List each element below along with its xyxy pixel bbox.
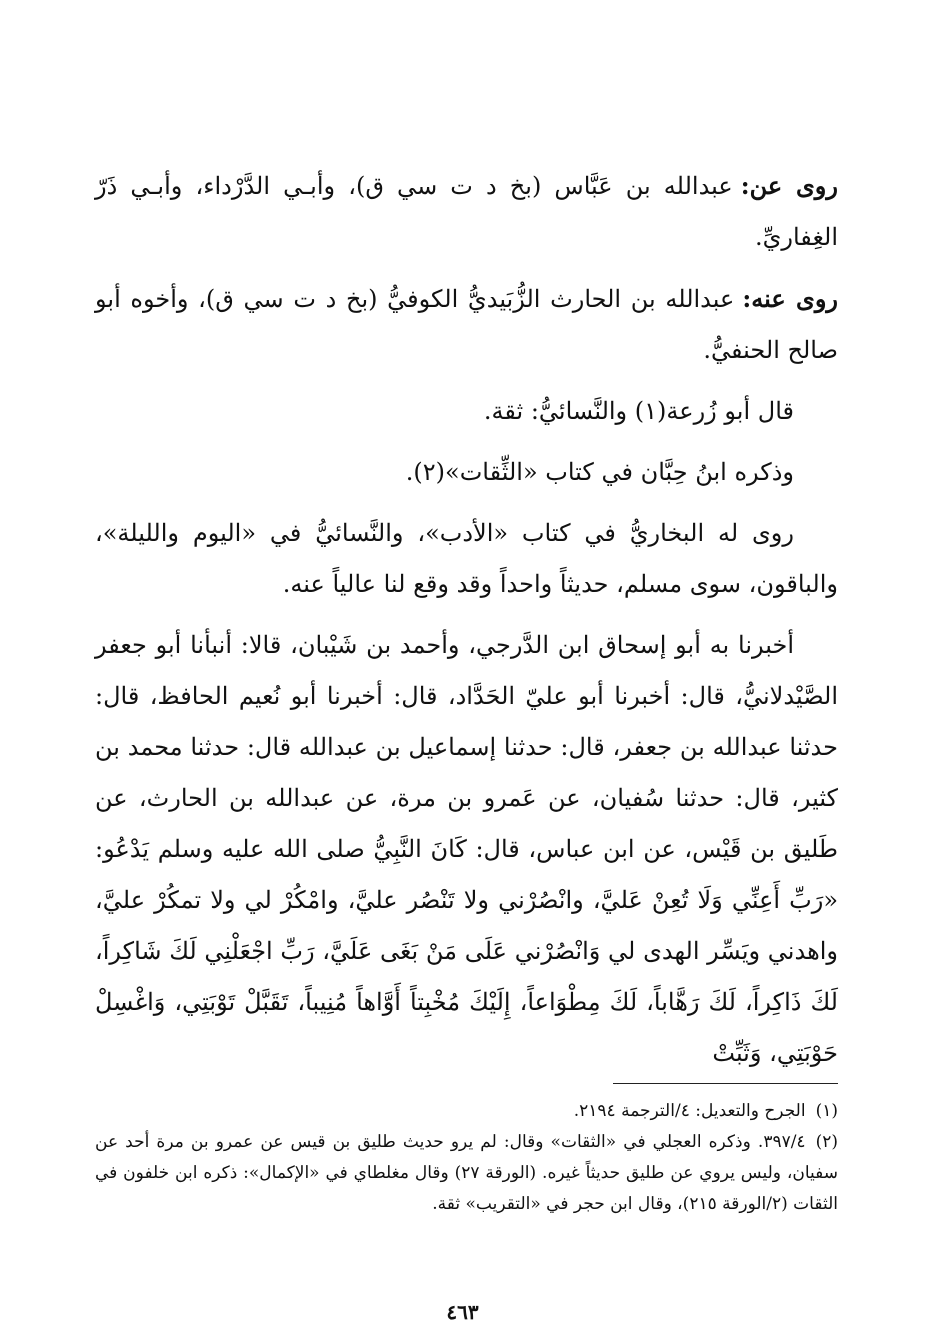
paragraph-narrators <box>95 508 838 610</box>
footnote-number: (٢) <box>815 1132 838 1152</box>
paragraph-text: عبدالله بن الحارث الزُّبَيديُّ الكوفيُّ (بخ د ت سي ق)، وأخوه أبو صالح الحنفيُّ. <box>95 285 838 364</box>
footnote-number: (١) <box>815 1101 838 1121</box>
footnote-text: ٣٩٧/٤. وذكره العجلي في «الثقات» وقال: لم يرو حديث طليق بن قيس عن عمرو بن مرة أحد عن سفيان، وليس يروي عن طليق حديثاً غيره. (الورقة ٢٧) وقال مغلطاي في «الإكمال»: ذكره ابن خلفون في الثقات (٢/الورقة ٢١٥)، وقال ابن حجر في «التقريب» ثقة. <box>95 1132 838 1214</box>
paragraph-lead: روى عنه: <box>742 284 838 313</box>
paragraph-text: روى له البخاريُّ في كتاب «الأدب»، والنَّسائيُّ في «اليوم والليلة»، والباقون، سوى مسلم، حديثاً واحداً وقد وقع لنا عالياً عنه. <box>95 519 838 598</box>
footnote-separator <box>613 1083 838 1084</box>
footnotes <box>95 1096 838 1220</box>
paragraph-narrated-by <box>95 273 838 376</box>
paragraph-hadith-chain <box>95 620 838 1079</box>
paragraph-ibn-hibban <box>95 447 838 498</box>
paragraph-narrated-from <box>95 160 838 263</box>
paragraph-text: وذكره ابنُ حِبَّان في كتاب «الثِّقات»(٢). <box>405 458 794 486</box>
paragraph-text: قال أبو زُرعة(١) والنَّسائيُّ: ثقة. <box>483 397 794 425</box>
footnote-text: الجرح والتعديل: ٤/الترجمة ٢١٩٤. <box>573 1101 806 1121</box>
page-number: ٤٦٣ <box>446 1300 479 1324</box>
paragraph-lead: روى عن: <box>740 171 838 200</box>
footnote <box>95 1096 838 1127</box>
paragraph-text: أخبرنا به أبو إسحاق ابن الدَّرجي، وأحمد بن شَيْبان، قالا: أنبأنا أبو جعفر الصَّيْدلانيُّ، قال: أخبرنا أبو عليّ الحَدَّاد، قال: أخبرنا أبو نُعيم الحافظ، قال: حدثنا عبدالله بن جعفر، قال: حدثنا إسماعيل بن عبدالله قال: حدثنا محمد بن كثير، قال: حدثنا سُفيان، عن عَمرو بن مرة، عن عبدالله بن الحارث، عن طَليق بن قَيْس، عن ابن عباس، قال: كَانَ النَّبِيُّ صلى الله عليه وسلم يَدْعُو: «رَبِّ أَعِنِّي وَلَا تُعِنْ عَليَّ، وانْصُرْني ولا تَنْصُر عليَّ، وامْكُرْ لي ولا تمكُرْ عليَّ، واهدني ويَسِّر الهدى لي وَانْصُرْني عَلَى مَنْ بَغَى عَلَيَّ، رَبِّ اجْعَلْنِي لَكَ شَاكِراً، لَكَ ذَاكِراً، لَكَ رَهَّاباً، لَكَ مِطْوَاعاً، إِلَيْكَ مُخْبِتاً أَوَّاهاً مُنِيباً، تَقَبَّلْ تَوْبَتِي، وَاغْسِلْ حَوْبَتِي، وَثَبِّتْ <box>95 631 838 1067</box>
footnote <box>95 1127 838 1220</box>
main-text <box>95 160 838 1079</box>
paragraph-grading <box>95 386 838 437</box>
paragraph-text: عبدالله بن عَبَّاس (بخ د ت سي ق)، وأبـي الدَّرْداء، وأبـي ذَرّ الغِفاريِّ. <box>95 172 838 251</box>
